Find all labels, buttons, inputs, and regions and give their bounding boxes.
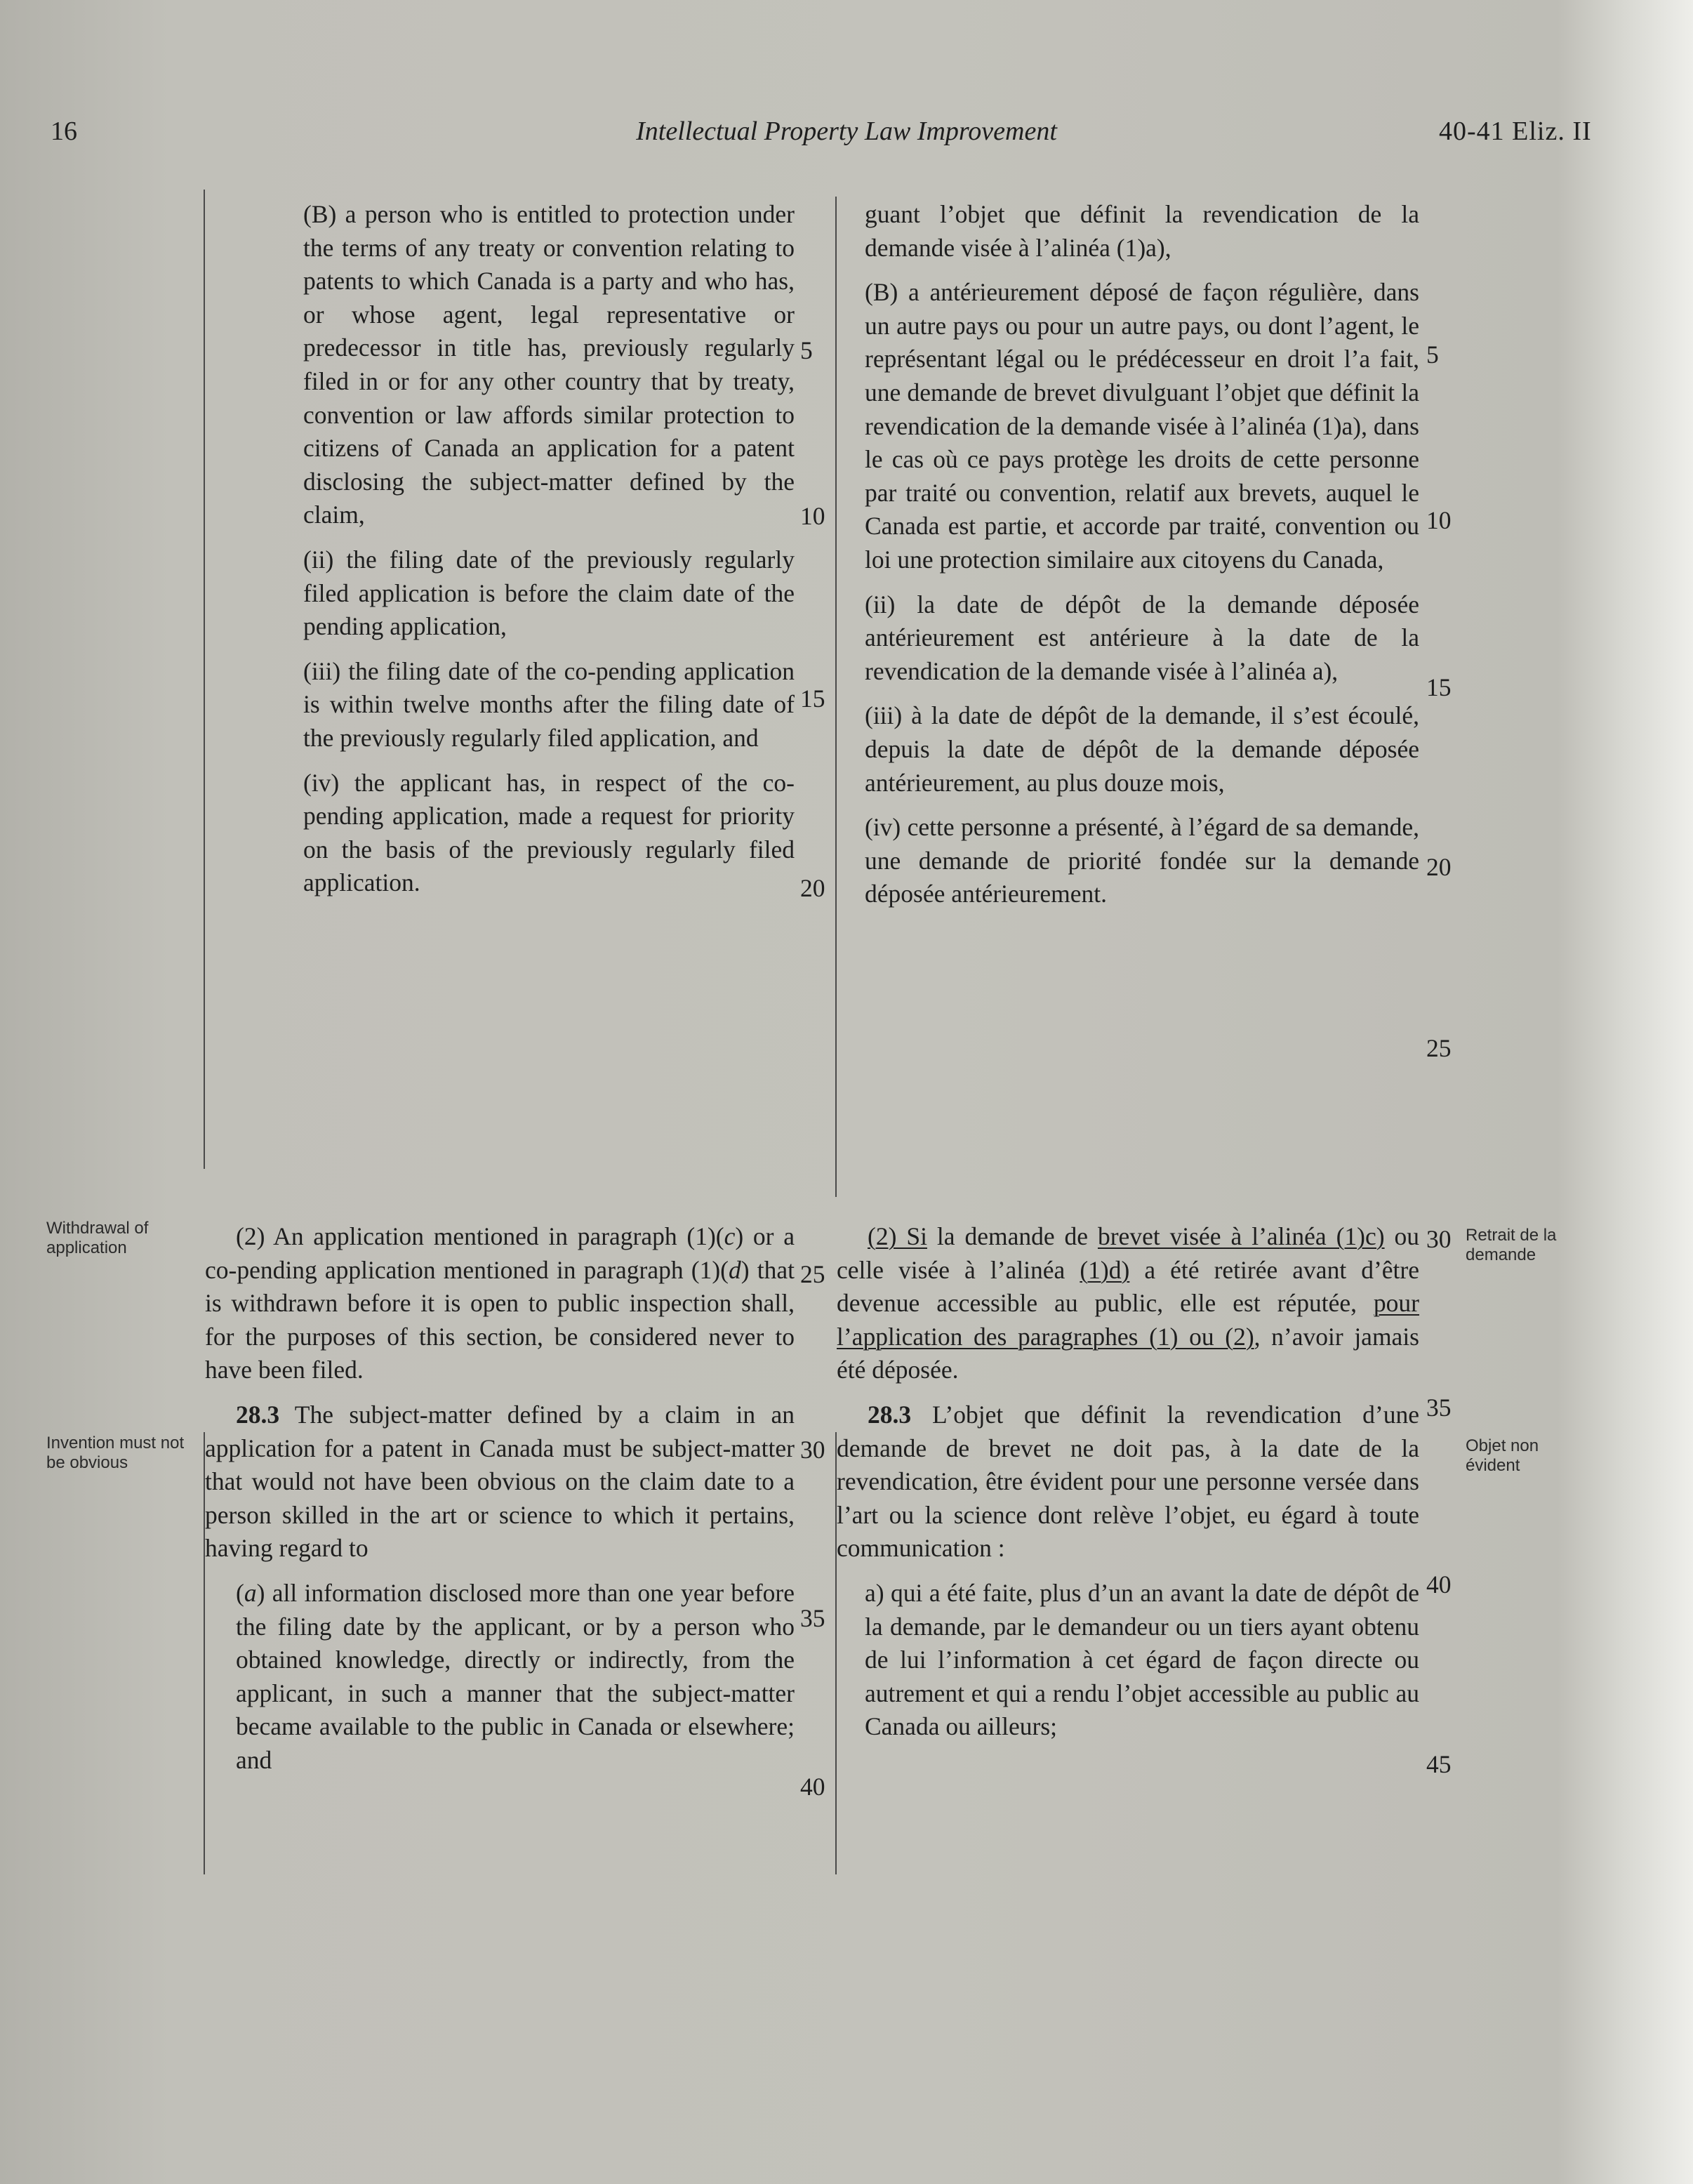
margin-note-not-obvious: Invention must not be obvious xyxy=(46,1434,185,1472)
french-column-upper xyxy=(837,198,1419,922)
en-subsection-2: (2) An application mentioned in paragraph (1)(c) or a co-pending application mentioned in paragraph (1)(d) that is withdrawn before it is open to public inspection shall, for the purposes of this section, be considered never to have been filed. xyxy=(205,1222,795,1384)
en-clause-b: (B) a person who is entitled to protection under the terms of any treaty or convention relating to patents to which Canada is a party and who has, or whose agent, legal representative or predecessor in title has, previously regularly filed in or for any other country that by treaty, convention or law affords similar protection to citizens of Canada an application for a patent disclosing the subject-matter defined by the claim, xyxy=(303,200,795,529)
fr-subpara-iv: (iv) cette personne a présenté, à l’égard de sa demande, une demande de priorité fondée sur la demande déposée antérieurement. xyxy=(865,813,1419,908)
fr-subsection-2: (2) Si la demande de brevet visée à l’alinéa (1)c) ou celle visée à l’alinéa (1)d) a été retirée avant d’être devenue accessible au public, elle est réputée, pour l’application des paragraphes (1) ou (2), n’avoir jamais été déposée. xyxy=(837,1222,1420,1384)
en-line-number: 30 xyxy=(800,1436,825,1464)
fr-paragraph-a: a) qui a été faite, plus d’un an avant la date de dépôt de la demande, par le demandeur ou un tiers ayant obtenu de lui l’information à cet égard de façon directe ou autrement et qui a rendu l’objet accessible au public au Canada ou ailleurs; xyxy=(865,1578,1419,1741)
en-line-number: 40 xyxy=(800,1773,825,1801)
en-line-number: 15 xyxy=(800,684,825,713)
fr-clause-a-end: guant l’objet que définit la revendication de la demande visée à l’alinéa (1)a), xyxy=(865,200,1419,262)
en-line-number: 25 xyxy=(800,1260,825,1288)
english-column-upper xyxy=(205,198,795,911)
en-paragraph-a: (a) all information disclosed more than one year before the filing date by the applicant, or by a person who obtained knowledge, directly or indirectly, from the applicant, in such a manner that the subject-matter became available to the public in Canada or elsewhere; and xyxy=(236,1578,795,1774)
fr-line-number: 15 xyxy=(1426,673,1452,701)
english-column-lower xyxy=(205,1220,795,1789)
en-line-number: 10 xyxy=(800,502,825,530)
fr-line-number: 40 xyxy=(1426,1570,1452,1599)
fr-line-number: 5 xyxy=(1426,340,1439,369)
en-section-number: 28.3 xyxy=(236,1400,280,1429)
french-column-lower xyxy=(837,1220,1419,1755)
fr-section-number: 28.3 xyxy=(868,1400,912,1429)
en-line-number: 35 xyxy=(800,1604,825,1632)
fr-line-number: 45 xyxy=(1426,1750,1452,1778)
fr-line-number: 10 xyxy=(1426,506,1452,534)
en-line-number: 5 xyxy=(800,336,813,364)
margin-note-objet-non-evident: Objet non évident xyxy=(1466,1436,1539,1475)
fr-line-number: 35 xyxy=(1426,1394,1452,1422)
fr-section-28-3: 28.3 L’objet que définit la revendication d’une demande de brevet ne doit pas, à la date de la revendication, être évident pour une personne versée dans l’art ou la science dont relève l’objet, eu égard à toute communication : xyxy=(837,1400,1419,1563)
fr-line-number: 30 xyxy=(1426,1225,1452,1253)
margin-note-withdrawal: Withdrawal of application xyxy=(46,1219,149,1257)
en-line-number: 20 xyxy=(800,874,825,902)
en-subpara-ii: (ii) the filing date of the previously regularly filed application is before the claim date of the pending application, xyxy=(303,545,795,641)
fr-line-number: 20 xyxy=(1426,853,1452,881)
running-title: Intellectual Property Law Improvement xyxy=(636,117,1057,146)
regnal-year: 40-41 Eliz. II xyxy=(1439,117,1592,146)
en-section-28-3: 28.3 The subject-matter defined by a claim in an application for a patent in Canada must be subject-matter that would not have been obvious on the claim date to a person skilled in the art or science to which it pertains, having regard to xyxy=(205,1400,795,1563)
fr-clause-b: (B) a antérieurement déposé de façon régulière, dans un autre pays ou pour un autre pays, ou dont l’agent, le représentant légal ou le prédécesseur en droit l’a fait, une demande de brevet divulguant l’objet que définit la revendication de la demande visée à l’alinéa (1)a), dans le cas où ce pays protège les droits de cette personne par traité ou convention, relatif aux brevets, auquel le Canada est partie, et accorde par traité, convention ou loi une protection similaire aux citoyens du Canada, xyxy=(865,278,1419,574)
margin-note-retrait: Retrait de la demande xyxy=(1466,1226,1557,1264)
fr-line-number: 25 xyxy=(1426,1034,1452,1062)
page-number: 16 xyxy=(51,117,77,146)
en-subpara-iii: (iii) the filing date of the co-pending application is within twelve months after the filing date of the previously regularly filed application, and xyxy=(303,656,795,752)
fr-subpara-iii: (iii) à la date de dépôt de la demande, il s’est écoulé, depuis la date de dépôt de la demande déposée antérieurement, au plus douze mois, xyxy=(865,701,1419,797)
en-subpara-iv: (iv) the applicant has, in respect of the co-pending application, made a request for priority on the basis of the previously regularly filed application. xyxy=(303,768,795,897)
fr-subpara-ii: (ii) la date de dépôt de la demande déposée antérieurement est antérieure à la date de la revendication de la demande visée à l’alinéa a), xyxy=(865,590,1419,685)
